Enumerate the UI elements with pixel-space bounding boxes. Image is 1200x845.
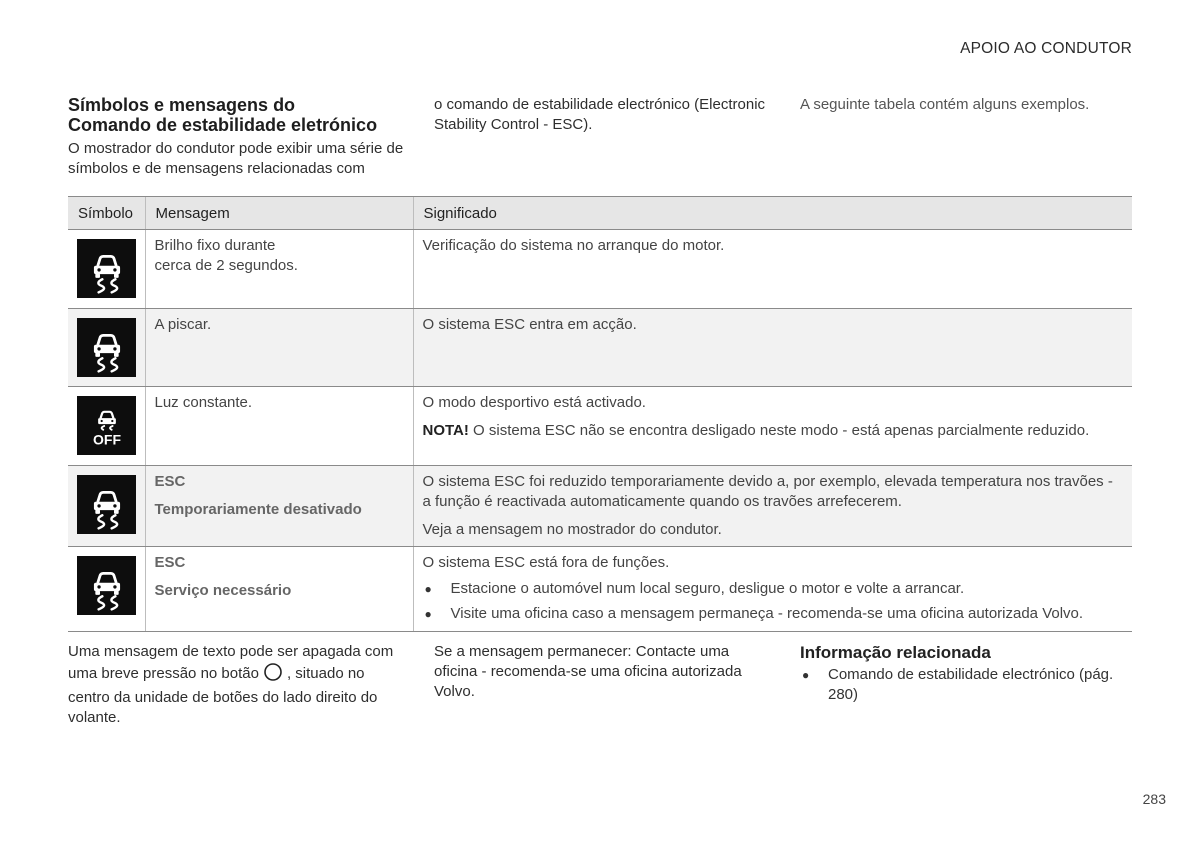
symbol-cell <box>68 230 145 309</box>
list-item: ● Estacione o automóvel num local seguro, desligue o motor e volte a arrancar. <box>423 579 1124 599</box>
related-title: Informação relacionada <box>800 643 991 662</box>
meaning-cell: Verificação do sistema no arranque do motor. <box>413 230 1132 309</box>
intro-text-3: A seguinte tabela contém alguns exemplos. <box>800 96 1090 113</box>
note: NOTA! O sistema ESC não se encontra desligado neste modo - está apenas parcialmente reduzido. <box>422 422 1090 439</box>
table-row <box>68 230 1132 309</box>
symbol-cell <box>68 547 145 632</box>
meaning-cell: O sistema ESC entra em acção. <box>413 309 1132 387</box>
esc-off-icon <box>77 396 136 455</box>
section-header: APOIO AO CONDUTOR <box>960 40 1132 57</box>
table-row <box>68 309 1132 387</box>
meaning-cell: O sistema ESC foi reduzido temporariamente devido a, por exemplo, elevada temperatura nos travões - a função é reactivada automaticamente quando os travões arrefecerem. Veja a mensagem no mostrador do condutor. <box>413 466 1132 547</box>
message-cell: Luz constante. <box>145 387 413 466</box>
esc-skid-car-icon <box>77 318 136 377</box>
table-row <box>68 387 1132 466</box>
footer-text-1: Uma mensagem de texto pode ser apagada com uma breve pressão no botão , situado no centro da unidade de botões do lado direito do volante. <box>68 643 394 726</box>
related-list <box>800 665 1132 705</box>
steering-wheel-o-button-icon <box>263 662 283 688</box>
intro-column-2 <box>434 95 774 135</box>
header-symbol: Símbolo <box>68 197 145 230</box>
header-meaning: Significado <box>413 197 1132 230</box>
table-row <box>68 547 1132 632</box>
header-message: Mensagem <box>145 197 413 230</box>
meaning-cell: O modo desportivo está activado. NOTA! O sistema ESC não se encontra desligado neste modo - está apenas parcialmente reduzido. <box>413 387 1132 466</box>
intro-text-2: o comando de estabilidade electrónico (Electronic Stability Control - ESC). <box>434 96 766 133</box>
intro-column-3 <box>800 95 1132 115</box>
meaning-cell: O sistema ESC está fora de funções. ● Estacione o automóvel num local seguro, desligue o motor e volte a arrancar. ● Visite uma oficina caso a mensagem permaneça - recomenda-se uma oficina autorizada Volvo. <box>413 547 1132 632</box>
esc-skid-car-icon <box>77 556 136 615</box>
footer-text-2: Se a mensagem permanecer: Contacte uma oficina - recomenda-se uma oficina autorizada Volvo. <box>434 643 742 700</box>
esc-skid-car-icon <box>77 475 136 534</box>
off-label: OFF <box>92 431 121 448</box>
message-cell: Brilho fixo durante cerca de 2 segundos. <box>145 230 413 309</box>
esc-skid-car-icon <box>77 239 136 298</box>
intro-text-1: O mostrador do condutor pode exibir uma série de símbolos e de mensagens relacionadas com <box>68 140 404 177</box>
list-item: ● Visite uma oficina caso a mensagem permaneça - recomenda-se uma oficina autorizada Volvo. <box>423 604 1124 624</box>
related-link[interactable]: ● Comando de estabilidade electrónico (pág. 280) <box>800 665 1132 705</box>
bullet-list <box>423 579 1124 624</box>
symbol-cell <box>68 466 145 547</box>
table-row <box>68 466 1132 547</box>
esc-symbols-table <box>68 196 1132 632</box>
page-number: 283 <box>1142 791 1166 807</box>
page-title: Símbolos e mensagens do Comando de estabilidade eletrónico <box>68 95 378 135</box>
table-header-row <box>68 197 1132 230</box>
message-cell: ESC Temporariamente desativado <box>145 466 413 547</box>
related-info <box>800 643 1132 705</box>
symbol-cell <box>68 387 145 466</box>
intro-column-1 <box>68 95 408 179</box>
message-cell: A piscar. <box>145 309 413 387</box>
symbol-cell <box>68 309 145 387</box>
message-cell: ESC Serviço necessário <box>145 547 413 632</box>
